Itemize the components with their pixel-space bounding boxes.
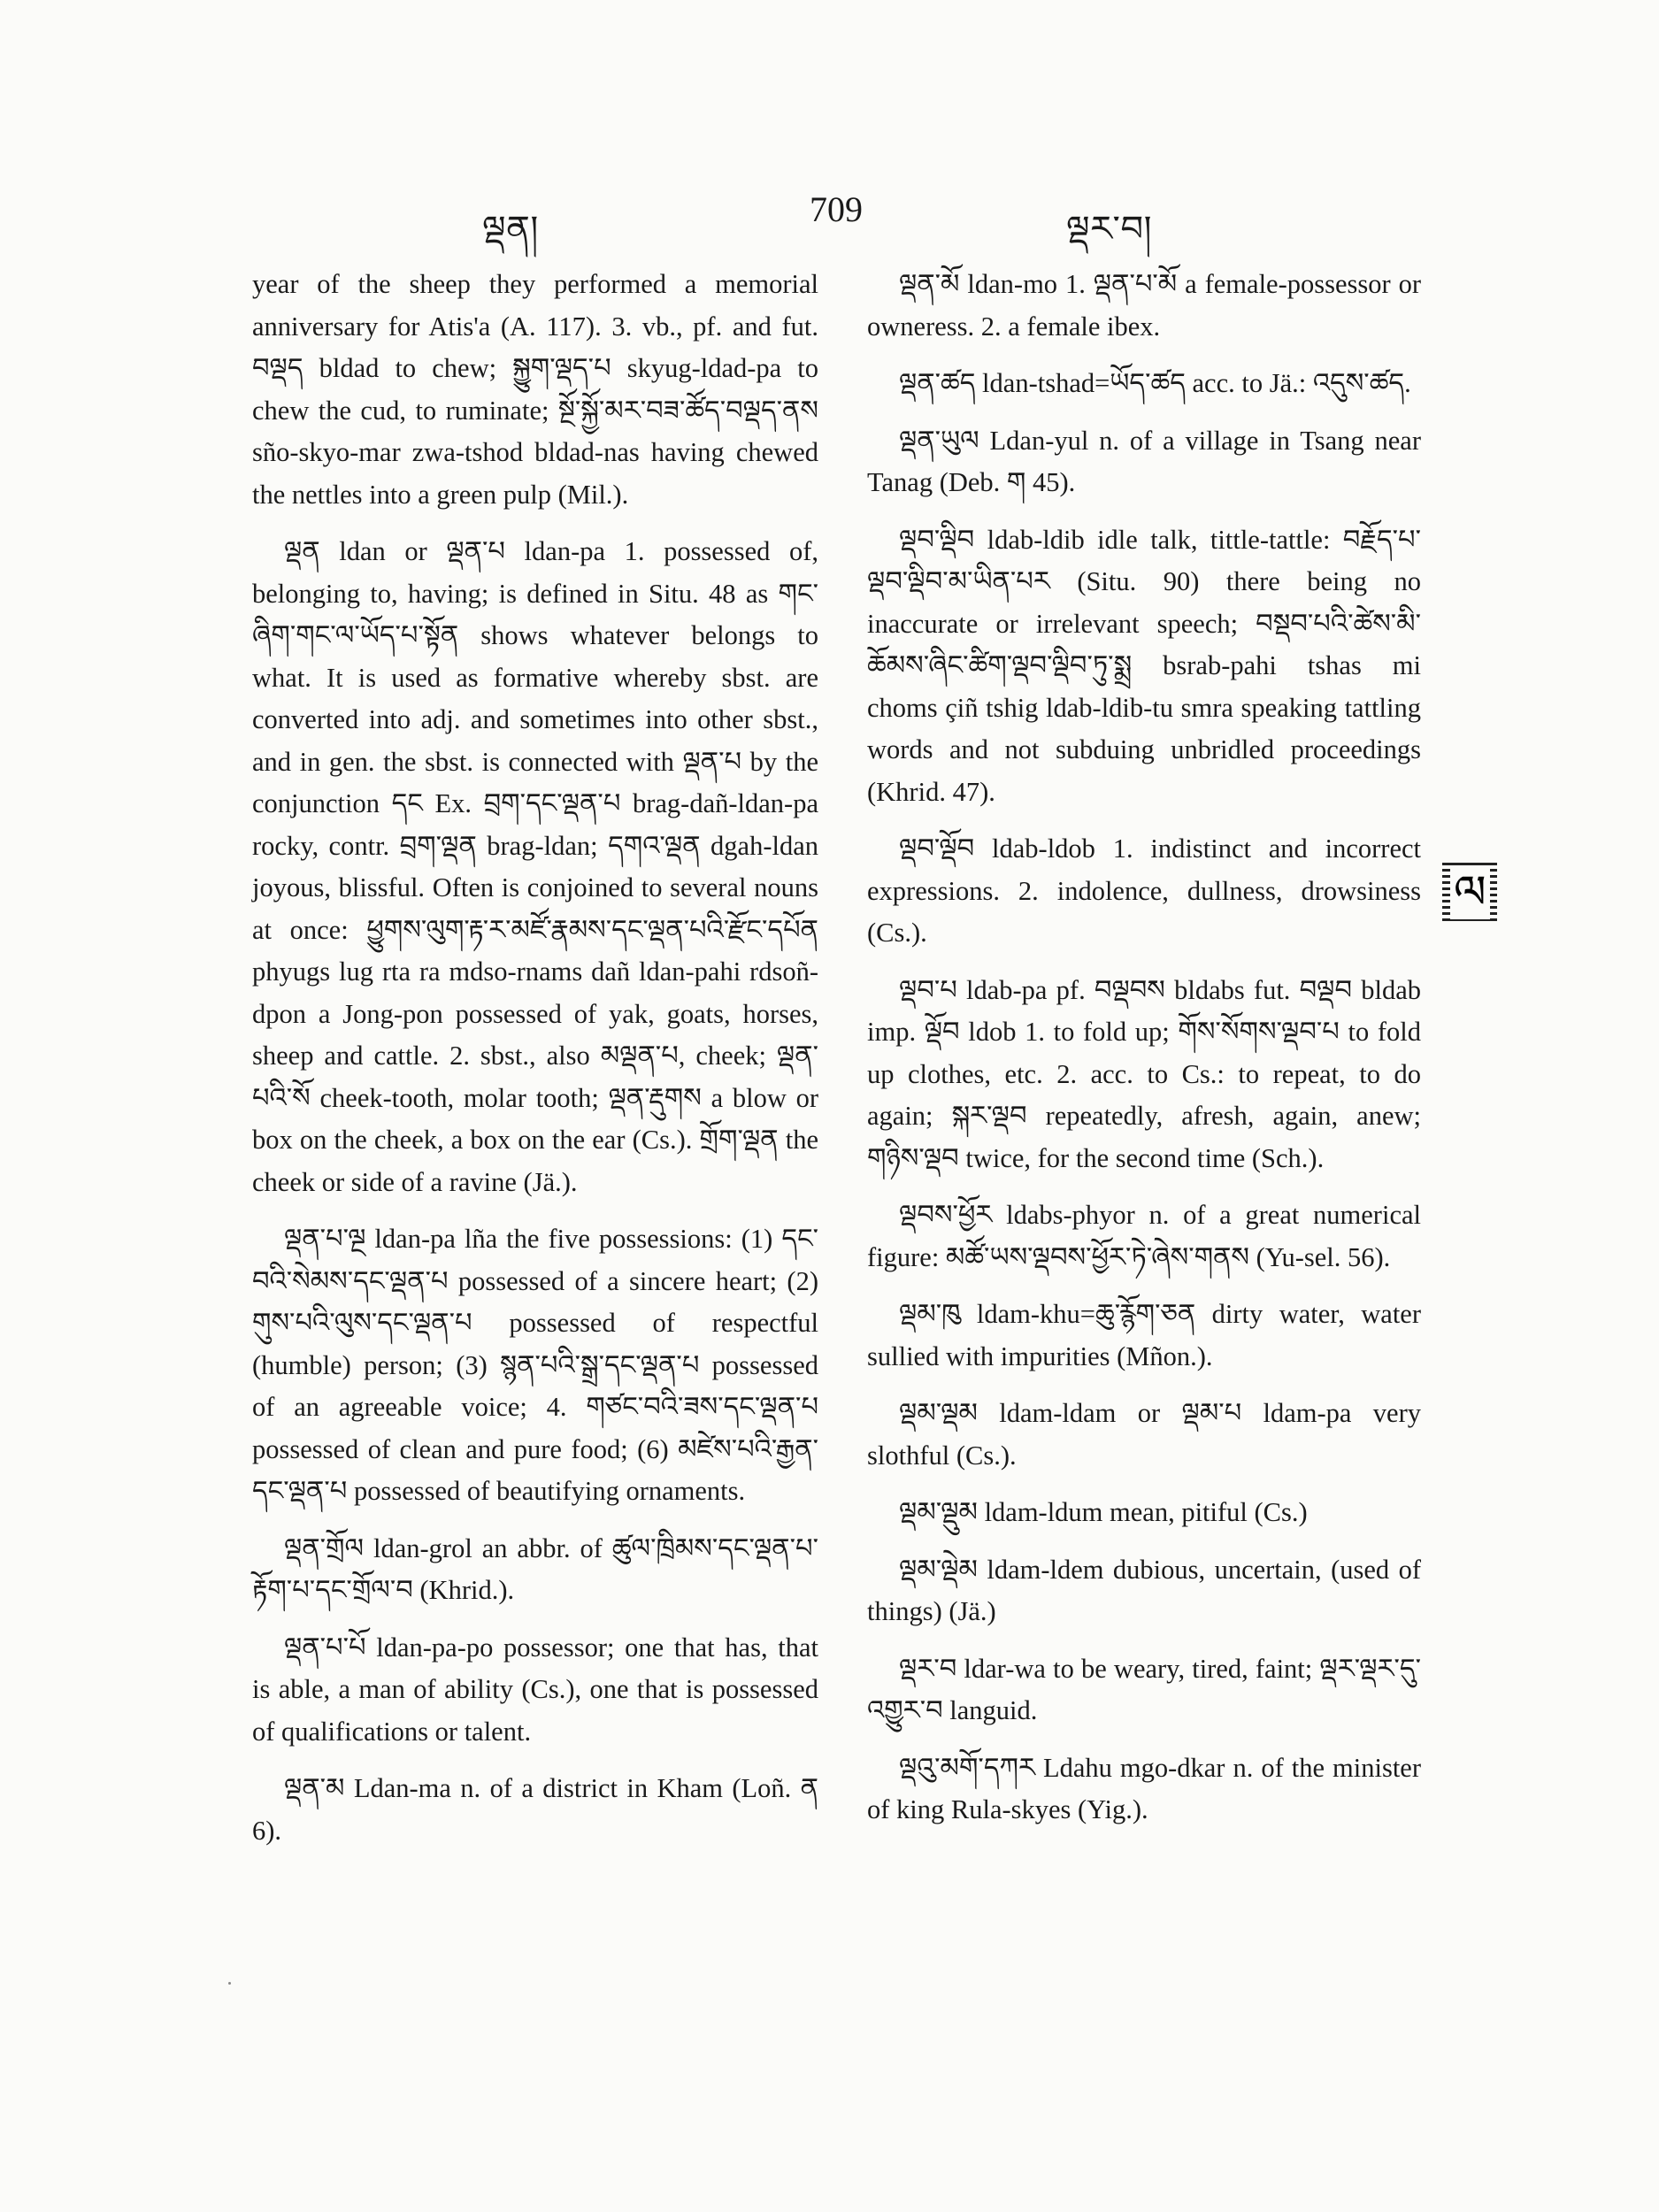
- left-column: [252, 264, 818, 1867]
- entry-paragraph: ལྡབས་ཕྱོར ldabs-phyor n. of a great numerical figure: མཚོ་ཡས་ལྡབས་ཕྱོར་ཏེ་ཞེས་གནས (Yu-sel. 56).: [867, 1200, 1421, 1272]
- entry-paragraph: ལྡབ་པ ldab-pa pf. བལྡབས bldabs fut. བལྡབ bldab imp. ལྡོབ ldob 1. to fold up; གོས་སོགས་ལྡབ་པ to fold up clothes, etc. 2. acc. to Cs.: to repeat, to do again; སྐར་ལྡབ repeatedly, afresh, again, anew; གཉིས་ལྡབ twice, for the second time (Sch.).: [867, 974, 1421, 1173]
- margin-speck: [228, 1982, 231, 1985]
- page-number: 709: [810, 189, 863, 229]
- entry-paragraph: ལྡམ་ལྡམ ldam-ldam or ལྡམ་པ ldam-pa very slothful (Cs.).: [867, 1398, 1421, 1471]
- entry-paragraph: ལྡན་མ Ldan-ma n. of a district in Kham (Loñ. ན 6).: [252, 1773, 818, 1846]
- header-right-word: ལྡར་བ།: [1066, 209, 1152, 249]
- entry-paragraph: ལྡན ldan or ལྡན་པ ldan-pa 1. possessed of, belonging to, having; is defined in Situ. 48 as གང་ཞིག་གང་ལ་ཡོད་པ་སྟོན shows whatever belongs to what. It is used as formative whereby sbst. are converted into adj. and sometimes into other sbst., and in gen. the sbst. is connected with ལྡན་པ by the conjunction དང Ex. བྲག་དང་ལྡན་པ brag-dañ-ldan-pa rocky, contr. བྲག་ལྡན brag-ldan; དགའ་ལྡན dgah-ldan joyous, blissful. Often is conjoined to several nouns at once: ཕྱུགས་ལུག་རྟ་ར་མཛོ་རྣམས་དང་ལྡན་པའི་རྫོང་དཔོན phyugs lug rta ra mdso-rnams dañ ldan-pahi rdsoñ-dpon a Jong-pon possessed of yak, goats, horses, sheep and cattle. 2. sbst., also མལྡན་པ, cheek; ལྡན་པའི་སོ cheek-tooth, molar tooth; ལྡན་རྡུགས a blow or box on the cheek, a box on the ear (Cs.). གྲོག་ལྡན the cheek or side of a ravine (Jä.).: [252, 536, 818, 1197]
- entry-paragraph: ལྡམ་ལྡུམ ldam-ldum mean, pitiful (Cs.): [899, 1497, 1308, 1527]
- entry-paragraph: ལྡན་ཡུལ Ldan-yul n. of a village in Tsang near Tanag (Deb. ག 45).: [867, 425, 1421, 497]
- entry-paragraph: ལྡན་པ་ལྔ ldan-pa lña the five possessions: (1) དང་བའི་སེམས་དང་ལྡན་པ possessed of a sincere heart; (2) གུས་པའི་ལུས་དང་ལྡན་པ possessed of respectful (humble) person; (3) སྙན་པའི་སྒྲ་དང་ལྡན་པ possessed of an agreeable voice; 4. གཙང་བའི་ཟས་དང་ལྡན་པ possessed of clean and pure food; (6) མཛེས་པའི་རྒྱན་དང་ལྡན་པ possessed of beautifying ornaments.: [252, 1224, 818, 1506]
- thumb-index-tab: [1442, 863, 1497, 925]
- entry-paragraph: ལྡབ་ལྡིབ ldab-ldib idle talk, tittle-tattle: བརྗོད་པ་ལྡབ་ལྡིབ་མ་ཡིན་པར (Situ. 90) there being no inaccurate or irrelevant speech; བསྡབ་པའི་ཚེས་མི་ཆོམས་ཞིང་ཚིག་ལྡབ་ལྡིབ་ཏུ་སྨྲ bsrab-pahi tshas mi choms çiñ tshig ldab-ldib-tu smra speaking tattling words and not subduing unbridled proceedings (Khrid. 47).: [867, 524, 1421, 807]
- entry-paragraph: ལྡན་མོ ldan-mo 1. ལྡན་པ་མོ a female-possessor or owneress. 2. a female ibex.: [867, 269, 1421, 342]
- entry-paragraph: ལྡན་པ་པོ ldan-pa-po possessor; one that has, that is able, a man of ability (Cs.), one that is possessed of qualifications or talent.: [252, 1632, 818, 1747]
- header-left-word: ལྡན།: [482, 209, 539, 249]
- page-header: [0, 181, 1659, 252]
- entry-paragraph: ལྡབ་ལྡོབ ldab-ldob 1. indistinct and incorrect expressions. 2. indolence, dullness, drowsiness (Cs.).: [867, 833, 1421, 948]
- right-column: [867, 264, 1421, 1847]
- entry-paragraph: ལྡར་བ ldar-wa to be weary, tired, faint; ལྡར་ལྡར་དུ་འགྱུར་བ languid.: [867, 1653, 1421, 1725]
- entry-paragraph: ལྡན་གྲོལ ldan-grol an abbr. of ཚུལ་ཁྲིམས་དང་ལྡན་པ་རྟོག་པ་དང་གྲོལ་བ (Khrid.).: [252, 1532, 818, 1605]
- thumb-index-letter: ལ: [1450, 866, 1490, 919]
- entry-paragraph: ལྡན་ཚད ldan-tshad=ཡོད་ཚད acc. to Jä.: འདུས་ཚད.: [899, 368, 1411, 398]
- entry-paragraph: ལྡམ་ལྡེམ ldam-ldem dubious, uncertain, (used of things) (Jä.): [867, 1554, 1421, 1626]
- entry-paragraph: ལྡའུ་མགོ་དཀར Ldahu mgo-dkar n. of the minister of king Rula-skyes (Yig.).: [867, 1752, 1421, 1824]
- entry-paragraph: ལྡམ་ཁུ ldam-khu=ཆུ་རྙོག་ཅན dirty water, water sullied with impurities (Mñon.).: [867, 1299, 1421, 1371]
- entry-paragraph: year of the sheep they performed a memorial anniversary for Atis'a (A. 117). 3. vb., pf. and fut. བལྡད bldad to chew; སྐྱུག་ལྡད་པ skyug-ldad-pa to chew the cud, to ruminate; སྔོ་སྐྱོ་མར་བཟ་ཚོད་བལྡད་ནས sño-skyo-mar zwa-tshod bldad-nas having chewed the nettles into a green pulp (Mil.).: [252, 269, 818, 510]
